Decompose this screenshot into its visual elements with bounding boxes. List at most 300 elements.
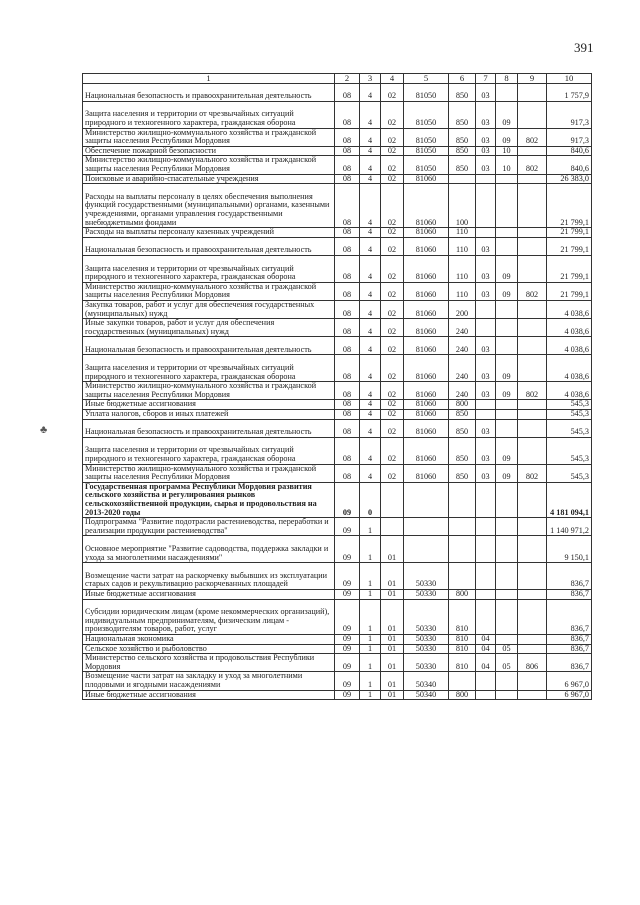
cell-c2: 09: [335, 518, 360, 536]
cell-amount: 4 038,6: [547, 382, 592, 400]
budget-table: [82, 73, 592, 700]
cell-c6: 110: [449, 255, 476, 282]
cell-c4: 02: [381, 355, 404, 382]
cell-c7: 03: [476, 83, 496, 101]
cell-c5: 81060: [404, 319, 449, 337]
cell-c7: [476, 184, 496, 228]
cell-c6: 240: [449, 337, 476, 355]
cell-c2: 08: [335, 464, 360, 482]
row-name: Национальная безопасность и правоохранительная деятельность: [83, 337, 335, 355]
cell-c8: 09: [496, 382, 518, 400]
cell-c8: [496, 563, 518, 590]
cell-amount: 21 799,1: [547, 228, 592, 238]
row-name: Уплата налогов, сборов и иных платежей: [83, 410, 335, 420]
page-number: 391: [574, 40, 594, 55]
cell-c7: 03: [476, 355, 496, 382]
cell-c6: 850: [449, 410, 476, 420]
row-name: Национальная безопасность и правоохранительная деятельность: [83, 419, 335, 437]
cell-c4: 02: [381, 83, 404, 101]
table-row: [83, 83, 592, 101]
cell-c4: 02: [381, 400, 404, 410]
row-name: Защита населения и территории от чрезвычайных ситуаций природного и техногенного характера, гражданская оборона: [83, 101, 335, 128]
cell-c9: [518, 174, 547, 184]
cell-c2: 09: [335, 690, 360, 700]
cell-c7: [476, 563, 496, 590]
cell-amount: 6 967,0: [547, 672, 592, 690]
row-name: Иные закупки товаров, работ и услуг для обеспечения государственных (муниципальных) нужд: [83, 319, 335, 337]
table-row: [83, 156, 592, 174]
cell-c5: [404, 536, 449, 563]
cell-c4: 02: [381, 410, 404, 420]
cell-amount: 4 038,6: [547, 300, 592, 318]
cell-c7: 04: [476, 644, 496, 654]
cell-amount: 836,7: [547, 644, 592, 654]
table-row: [83, 382, 592, 400]
cell-c3: 4: [360, 255, 381, 282]
cell-c8: [496, 672, 518, 690]
cell-c7: 03: [476, 464, 496, 482]
cell-c4: 01: [381, 654, 404, 672]
cell-c3: 1: [360, 644, 381, 654]
cell-c8: 09: [496, 128, 518, 146]
cell-c3: 4: [360, 228, 381, 238]
cell-c2: 08: [335, 228, 360, 238]
row-name: Подпрограмма "Развитие подотрасли растениеводства, переработки и реализации продукции растениеводства": [83, 518, 335, 536]
cell-c2: 08: [335, 410, 360, 420]
row-name: Обеспечение пожарной безопасности: [83, 146, 335, 156]
cell-c3: 4: [360, 83, 381, 101]
cell-c4: 02: [381, 146, 404, 156]
cell-amount: 21 799,1: [547, 282, 592, 300]
cell-c8: 09: [496, 437, 518, 464]
cell-c5: 81050: [404, 101, 449, 128]
cell-c2: 09: [335, 634, 360, 644]
cell-c9: [518, 184, 547, 228]
cell-c7: [476, 589, 496, 599]
cell-c7: [476, 599, 496, 634]
cell-c3: 4: [360, 128, 381, 146]
cell-c6: 850: [449, 464, 476, 482]
cell-c5: 81050: [404, 128, 449, 146]
cell-c6: 850: [449, 83, 476, 101]
cell-c8: [496, 174, 518, 184]
cell-c4: 01: [381, 599, 404, 634]
cell-c4: 02: [381, 156, 404, 174]
cell-c4: 01: [381, 690, 404, 700]
cell-c7: 03: [476, 382, 496, 400]
cell-c5: 50330: [404, 563, 449, 590]
cell-c3: 1: [360, 589, 381, 599]
cell-c5: 50330: [404, 599, 449, 634]
cell-c6: 800: [449, 589, 476, 599]
cell-c3: 0: [360, 482, 381, 517]
cell-c9: [518, 563, 547, 590]
table-row: [83, 101, 592, 128]
cell-c3: 4: [360, 437, 381, 464]
row-name: Министерство жилищно-коммунального хозяйства и гражданской защиты населения Республики Мордовия: [83, 382, 335, 400]
cell-c8: [496, 634, 518, 644]
table-row: [83, 599, 592, 634]
cell-c5: 81060: [404, 382, 449, 400]
cell-c4: 02: [381, 300, 404, 318]
cell-c2: 09: [335, 482, 360, 517]
cell-c8: [496, 300, 518, 318]
cell-c7: 03: [476, 255, 496, 282]
cell-c9: [518, 146, 547, 156]
cell-c9: [518, 644, 547, 654]
cell-c2: 08: [335, 282, 360, 300]
cell-c5: 81060: [404, 419, 449, 437]
cell-c6: 110: [449, 228, 476, 238]
cell-c3: 1: [360, 654, 381, 672]
cell-c3: 4: [360, 382, 381, 400]
cell-c9: [518, 419, 547, 437]
cell-c6: [449, 536, 476, 563]
cell-c7: [476, 300, 496, 318]
cell-c3: 4: [360, 319, 381, 337]
cell-c5: 81060: [404, 337, 449, 355]
cell-c9: [518, 634, 547, 644]
cell-c4: 02: [381, 237, 404, 255]
row-name: Расходы на выплаты персоналу в целях обеспечения выполнения функций государственными (муниципальными) органами, казенными учреждениями, органами управления государственными внебюджетными фондами: [83, 184, 335, 228]
row-name: Министерство жилищно-коммунального хозяйства и гражданской защиты населения Республики Мордовия: [83, 464, 335, 482]
cell-c3: 1: [360, 563, 381, 590]
cell-c6: 850: [449, 437, 476, 464]
cell-c3: 1: [360, 690, 381, 700]
cell-c5: 81060: [404, 300, 449, 318]
row-name: Защита населения и территории от чрезвычайных ситуаций природного и техногенного характера, гражданская оборона: [83, 255, 335, 282]
cell-c7: 03: [476, 337, 496, 355]
cell-c9: [518, 437, 547, 464]
cell-c5: [404, 482, 449, 517]
cell-c2: 08: [335, 237, 360, 255]
cell-c2: 08: [335, 382, 360, 400]
cell-c4: 02: [381, 174, 404, 184]
cell-c3: 4: [360, 237, 381, 255]
cell-c5: 81050: [404, 83, 449, 101]
cell-c5: 50330: [404, 644, 449, 654]
cell-c7: [476, 672, 496, 690]
cell-c7: 03: [476, 237, 496, 255]
cell-c4: 01: [381, 634, 404, 644]
row-name: Министерство жилищно-коммунального хозяйства и гражданской защиты населения Республики Мордовия: [83, 156, 335, 174]
cell-c6: 810: [449, 654, 476, 672]
cell-c3: 1: [360, 518, 381, 536]
cell-c9: 802: [518, 464, 547, 482]
row-name: Возмещение части затрат на раскорчевку выбывших из эксплуатации старых садов и рекультивацию раскорчеванных площадей: [83, 563, 335, 590]
cell-c8: 10: [496, 156, 518, 174]
cell-c2: 08: [335, 174, 360, 184]
cell-c8: [496, 690, 518, 700]
cell-c9: [518, 237, 547, 255]
cell-amount: 840,6: [547, 146, 592, 156]
table-row: [83, 237, 592, 255]
cell-c6: [449, 518, 476, 536]
cell-c8: [496, 184, 518, 228]
cell-c3: 1: [360, 599, 381, 634]
cell-c2: 08: [335, 400, 360, 410]
cell-c3: 4: [360, 174, 381, 184]
cell-c8: [496, 419, 518, 437]
cell-c4: 02: [381, 382, 404, 400]
table-row: [83, 228, 592, 238]
cell-amount: 917,3: [547, 101, 592, 128]
table-row: [83, 128, 592, 146]
cell-c9: [518, 355, 547, 382]
cell-c7: 04: [476, 634, 496, 644]
row-name: Министерство сельского хозяйства и продовольствия Республики Мордовия: [83, 654, 335, 672]
cell-c4: 02: [381, 419, 404, 437]
cell-c6: 200: [449, 300, 476, 318]
cell-c8: [496, 237, 518, 255]
cell-amount: 836,7: [547, 599, 592, 634]
cell-c3: 1: [360, 634, 381, 644]
row-name: Закупка товаров, работ и услуг для обеспечения государственных (муниципальных) нужд: [83, 300, 335, 318]
cell-c5: 50340: [404, 672, 449, 690]
cell-c6: 810: [449, 599, 476, 634]
row-name: Защита населения и территории от чрезвычайных ситуаций природного и техногенного характера, гражданская оборона: [83, 437, 335, 464]
cell-c4: 02: [381, 101, 404, 128]
cell-c6: 850: [449, 101, 476, 128]
cell-c3: 4: [360, 400, 381, 410]
cell-c8: 09: [496, 355, 518, 382]
cell-amount: 4 181 094,1: [547, 482, 592, 517]
cell-c4: [381, 518, 404, 536]
cell-c6: [449, 672, 476, 690]
cell-c7: [476, 228, 496, 238]
cell-c2: 08: [335, 184, 360, 228]
cell-c5: 81060: [404, 437, 449, 464]
cell-c7: [476, 400, 496, 410]
cell-c5: 81060: [404, 228, 449, 238]
cell-c3: 4: [360, 355, 381, 382]
row-name: Расходы на выплаты персоналу казенных учреждений: [83, 228, 335, 238]
cell-c4: 02: [381, 319, 404, 337]
cell-c4: 02: [381, 255, 404, 282]
cell-c6: 850: [449, 146, 476, 156]
table-row: [83, 536, 592, 563]
cell-c9: [518, 536, 547, 563]
cell-c9: [518, 228, 547, 238]
cell-amount: 917,3: [547, 128, 592, 146]
cell-amount: 26 383,0: [547, 174, 592, 184]
cell-amount: 4 038,6: [547, 319, 592, 337]
cell-c6: 100: [449, 184, 476, 228]
table-row: [83, 355, 592, 382]
cell-c6: 850: [449, 128, 476, 146]
cell-c4: 01: [381, 672, 404, 690]
cell-c5: [404, 518, 449, 536]
table-row: [83, 337, 592, 355]
cell-c4: 01: [381, 644, 404, 654]
cell-c4: 01: [381, 563, 404, 590]
cell-c5: 81060: [404, 237, 449, 255]
cell-c8: [496, 589, 518, 599]
cell-c9: [518, 410, 547, 420]
header-cell: 10: [547, 74, 592, 84]
cell-c6: 800: [449, 400, 476, 410]
cell-c9: [518, 690, 547, 700]
cell-c7: [476, 536, 496, 563]
cell-c2: 09: [335, 672, 360, 690]
cell-c9: 802: [518, 382, 547, 400]
cell-c5: 81060: [404, 410, 449, 420]
cell-c6: 850: [449, 156, 476, 174]
cell-amount: 4 038,6: [547, 355, 592, 382]
table-row: [83, 634, 592, 644]
cell-c4: 01: [381, 589, 404, 599]
table-row: [83, 644, 592, 654]
cell-c5: 81060: [404, 464, 449, 482]
table-row: [83, 690, 592, 700]
cell-c8: [496, 482, 518, 517]
cell-amount: 836,7: [547, 563, 592, 590]
cell-amount: 836,7: [547, 589, 592, 599]
cell-c7: [476, 518, 496, 536]
table-row: [83, 437, 592, 464]
cell-c4: 01: [381, 536, 404, 563]
cell-amount: 21 799,1: [547, 237, 592, 255]
cell-c8: [496, 410, 518, 420]
table-row: [83, 464, 592, 482]
cell-c4: 02: [381, 437, 404, 464]
cell-c5: 81060: [404, 355, 449, 382]
row-name: Национальная экономика: [83, 634, 335, 644]
cell-c8: [496, 536, 518, 563]
row-name: Национальная безопасность и правоохранительная деятельность: [83, 237, 335, 255]
side-mark: ♣: [40, 424, 48, 436]
cell-c9: [518, 337, 547, 355]
header-cell: 9: [518, 74, 547, 84]
cell-c5: 50330: [404, 654, 449, 672]
cell-c9: [518, 672, 547, 690]
cell-amount: 545,3: [547, 400, 592, 410]
row-name: Защита населения и территории от чрезвычайных ситуаций природного и техногенного характера, гражданская оборона: [83, 355, 335, 382]
header-cell: 3: [360, 74, 381, 84]
cell-c5: 81050: [404, 146, 449, 156]
cell-amount: 1 140 971,2: [547, 518, 592, 536]
cell-c9: [518, 83, 547, 101]
cell-c7: [476, 174, 496, 184]
cell-amount: 9 150,1: [547, 536, 592, 563]
cell-c9: [518, 400, 547, 410]
cell-c3: 4: [360, 337, 381, 355]
cell-c2: 08: [335, 146, 360, 156]
cell-amount: 840,6: [547, 156, 592, 174]
cell-c4: 02: [381, 128, 404, 146]
row-name: Возмещение части затрат на закладку и уход за многолетними плодовыми и ягодными насаждениями: [83, 672, 335, 690]
cell-c8: [496, 599, 518, 634]
cell-c4: 02: [381, 282, 404, 300]
cell-c5: 81060: [404, 400, 449, 410]
cell-c3: 1: [360, 536, 381, 563]
table-row: [83, 410, 592, 420]
table-row: [83, 174, 592, 184]
cell-c2: 09: [335, 563, 360, 590]
cell-amount: 836,7: [547, 654, 592, 672]
cell-c8: 09: [496, 282, 518, 300]
cell-c8: [496, 337, 518, 355]
cell-c2: 08: [335, 156, 360, 174]
cell-c6: 110: [449, 282, 476, 300]
cell-c8: [496, 83, 518, 101]
cell-c2: 08: [335, 255, 360, 282]
cell-c8: [496, 400, 518, 410]
cell-c6: [449, 482, 476, 517]
cell-c8: 09: [496, 464, 518, 482]
cell-c8: [496, 518, 518, 536]
cell-c5: 50340: [404, 690, 449, 700]
table-row: [83, 589, 592, 599]
cell-c7: [476, 319, 496, 337]
table-row: [83, 400, 592, 410]
cell-c4: [381, 482, 404, 517]
cell-c9: [518, 300, 547, 318]
table-row: [83, 518, 592, 536]
row-name: Министерство жилищно-коммунального хозяйства и гражданской защиты населения Республики Мордовия: [83, 282, 335, 300]
cell-c7: [476, 410, 496, 420]
cell-c7: [476, 690, 496, 700]
cell-amount: 836,7: [547, 634, 592, 644]
cell-c3: 4: [360, 282, 381, 300]
cell-amount: 545,3: [547, 410, 592, 420]
cell-c3: 4: [360, 101, 381, 128]
cell-c6: [449, 563, 476, 590]
cell-c7: 03: [476, 146, 496, 156]
cell-c5: 81060: [404, 255, 449, 282]
cell-c6: 240: [449, 382, 476, 400]
cell-c9: 802: [518, 156, 547, 174]
cell-c7: [476, 482, 496, 517]
cell-c7: 04: [476, 654, 496, 672]
cell-c9: [518, 599, 547, 634]
cell-c8: 05: [496, 654, 518, 672]
table-row: [83, 672, 592, 690]
cell-c5: 50330: [404, 634, 449, 644]
cell-c9: [518, 255, 547, 282]
cell-c9: [518, 589, 547, 599]
cell-c2: 08: [335, 437, 360, 464]
header-cell: 7: [476, 74, 496, 84]
cell-amount: 545,3: [547, 464, 592, 482]
cell-c8: 09: [496, 255, 518, 282]
table-row: [83, 482, 592, 517]
table-row: [83, 419, 592, 437]
table-row: [83, 146, 592, 156]
cell-c5: 50330: [404, 589, 449, 599]
cell-c3: 4: [360, 410, 381, 420]
row-name: Иные бюджетные ассигнования: [83, 400, 335, 410]
cell-c2: 08: [335, 128, 360, 146]
header-cell: 1: [83, 74, 335, 84]
cell-c9: [518, 482, 547, 517]
cell-c6: 810: [449, 644, 476, 654]
cell-c3: 4: [360, 419, 381, 437]
header-cell: 4: [381, 74, 404, 84]
cell-c3: 4: [360, 156, 381, 174]
cell-c6: 240: [449, 355, 476, 382]
cell-amount: 6 967,0: [547, 690, 592, 700]
cell-amount: 1 757,9: [547, 83, 592, 101]
table-row: [83, 563, 592, 590]
cell-c4: 02: [381, 184, 404, 228]
table-row: [83, 319, 592, 337]
cell-c7: 03: [476, 437, 496, 464]
cell-c2: 08: [335, 319, 360, 337]
cell-amount: 21 799,1: [547, 184, 592, 228]
cell-c5: 81050: [404, 156, 449, 174]
row-name: Государственная программа Республики Мордовия развития сельского хозяйства и регулирования рынков сельскохозяйственной продукции, сырья и продовольствия на 2013-2020 годы: [83, 482, 335, 517]
